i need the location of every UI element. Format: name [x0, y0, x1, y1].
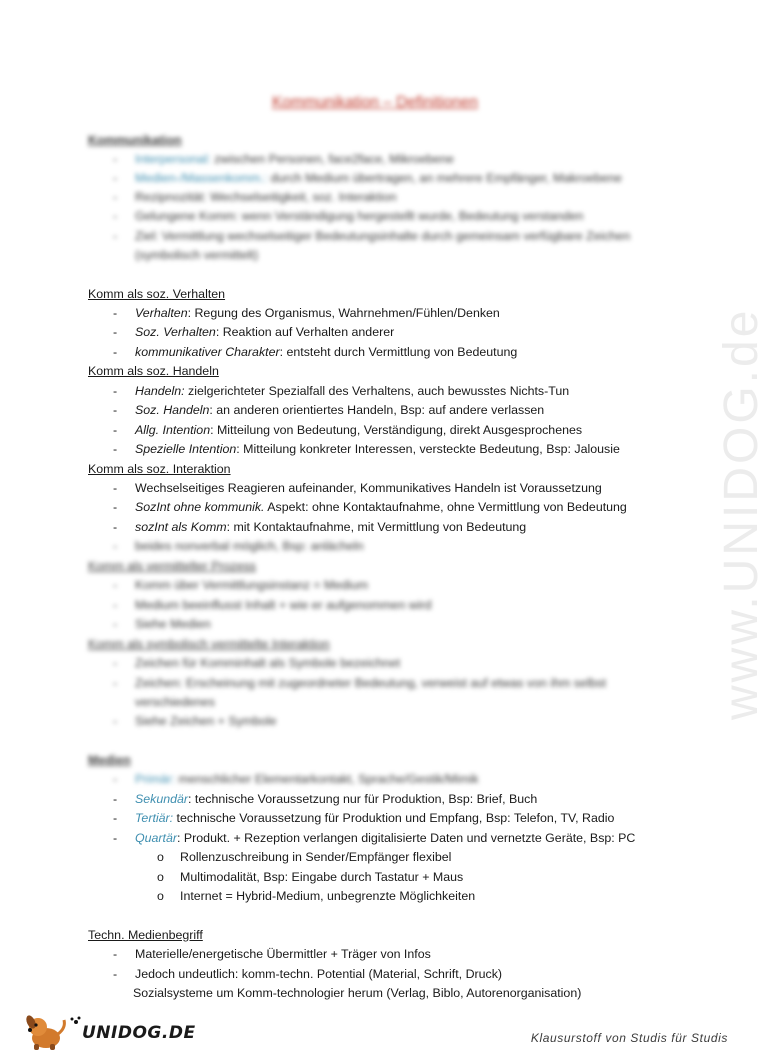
- section-heading-kommunikation: Kommunikation: [88, 133, 182, 147]
- unidog-logo: [24, 1014, 196, 1052]
- item-text: : technische Voraussetzung nur für Produktion, Bsp: Brief, Buch: [188, 792, 538, 806]
- item-continuation: verschiedenes: [135, 695, 215, 709]
- item-term: Soz. Handeln: [135, 403, 210, 417]
- item-text: : entsteht durch Vermittlung von Bedeutung: [279, 345, 518, 359]
- item-text: Materielle/energetische Übermittler + Träger von Infos: [135, 947, 431, 961]
- item-text: Internet = Hybrid-Medium, unbegrenzte Möglichkeiten: [180, 889, 476, 903]
- item-text: : mit Kontaktaufnahme, mit Vermittlung von Bedeutung: [226, 520, 527, 534]
- item-term: Quartär: [135, 831, 178, 845]
- section-heading-symbolisch: Komm als symbolisch vermittelte Interaktion: [88, 637, 330, 651]
- item-text: Siehe Zeichen + Symbole: [135, 714, 277, 728]
- page-title: Kommunikation – Definitionen: [272, 94, 478, 111]
- logo-text: UNIDOG.DE: [82, 1023, 196, 1043]
- item-text: zielgerichteter Spezialfall des Verhaltens, auch bewusstes Nichts-Tun: [184, 384, 570, 398]
- item-text: Multimodalität, Bsp: Eingabe durch Tastatur + Maus: [180, 870, 464, 884]
- item-term: SozInt ohne kommunik.: [135, 500, 265, 514]
- item-term: Soz. Verhalten: [135, 325, 216, 339]
- item-text: beides nonverbal möglich, Bsp: anlächeln: [135, 539, 364, 553]
- section-heading-techn: Techn. Medienbegriff: [88, 928, 203, 942]
- item-text: Siehe Medien: [135, 617, 211, 631]
- section-heading-interaktion: Komm als soz. Interaktion: [88, 462, 231, 476]
- item-term: Interpersonal:: [135, 152, 211, 166]
- item-text: : Reaktion auf Verhalten anderer: [215, 325, 395, 339]
- item-term: Spezielle Intention: [135, 442, 237, 456]
- item-text: Zeichen für Komminhalt als Symbole bezeichnet: [135, 656, 401, 670]
- item-text: Jedoch undeutlich: komm-techn. Potential (Material, Schrift, Druck): [135, 967, 503, 981]
- footer-tagline: Klausurstoff von Studis für Studis: [530, 1031, 728, 1045]
- document-page: www.UNIDOG.de Kommunikation – Definitionen Kommunikation - Interpersonal: zwischen Personen, face2face, Mikroebene - Medien-/Massenkomm.: durch Medium übertragen, an mehrere Empfänger, Makroebene - Rezipnozität: Wechselseitigkeit, soz. Interaktion - Gelungene Komm: wenn Verständigung hergestellt wurde, Bedeutung verstanden - Ziel: Vermittlung wechselseitiger Bedeutungsinhalte durch gemeinsam verfügbare Zeichen (symbolisch vermittelt) Komm als soz. Verhalten - Verhalten: Regung des Organismus, Wahrnehmen/Fühlen/Denken - Soz. Verhalten: Reaktion auf Verhalten anderer - kommunikativer Charakter: entsteht durch Vermittlung von Bedeutung Komm als soz. Handeln - Handeln: zielgerichteter Spezialfall des Verhaltens, auch bewusstes Nichts-Tun - Soz. Handeln: an anderen orientiertes Handeln, Bsp: auf andere verlassen - Allg. Intention: Mitteilung von Bedeutung, Verständigung, direkt Ausgesprochenes - Spezielle Intention: Mitteilung konkreter Interessen, versteckte Bedeutung, Bsp: Jalousie Komm als soz. Interaktion - Wechselseitiges Reagieren aufeinander, Kommunikatives Handeln ist Voraussetzung - SozInt ohne kommunik. Aspekt: ohne Kontaktaufnahme, ohne Vermittlung von Bedeutung - sozInt als Komm: mit Kontaktaufnahme, mit Vermittlung von Bedeutung - beides nonverbal möglich, Bsp: anlächeln Komm als vermittelter Prozess - Komm über Vermittlungsinstanz = Medium - Medium beeinflusst Inhalt + wie er aufgenommen wird - Siehe Medien Komm als symbolisch vermittelte Interaktion - Zeichen für Komminhalt als Symbole bezeichnet - Zeichen: Erscheinung mit zugeordneter Bedeutung, verweist auf etwas von ihm selbst verschiedenes - Siehe Zeichen + Symbole Medien - Primär: menschlicher Elementarkontakt, Sprache/Gestik/Mimik - Sekundär: technische Voraussetzung nur für Produktion, Bsp: Brief, Buch - Tertiär: technische Voraussetzung für Produktion und Empfang, Bsp: Telefon, TV, Radio - Quartär: Produkt. + Rezeption verlangen digitalisierte Daten und vernetzte Geräte, Bsp: PC o Rollenzuschreibung in Sender/Empfänger flexibel o Multimodalität, Bsp: Eingabe durch Tastatur + Maus o Internet = Hybrid-Medium, unbegrenzte Möglichkeiten Techn. Medienbegriff - Materielle/energetische Übermittler + Träger von Infos - Jedoch undeutlich: komm-techn. Potential (Material, Schrift, Druck) Sozialsysteme um Komm-technologier herum (Verlag, Biblo, Autorenorganisation) UNIDOG.DE Klausurstoff von Studis für Studis: [0, 0, 750, 1060]
- item-term: sozInt als Komm: [135, 520, 227, 534]
- dog-mascot-icon: [24, 1014, 82, 1052]
- item-text: technische Voraussetzung für Produktion und Empfang, Bsp: Telefon, TV, Radio: [173, 811, 615, 825]
- item-text: Aspekt: ohne Kontaktaufnahme, ohne Vermittlung von Bedeutung: [264, 500, 627, 514]
- item-term: Medien-/Massenkomm.:: [135, 171, 268, 185]
- item-text: : Produkt. + Rezeption verlangen digitalisierte Daten und vernetzte Geräte, Bsp: PC: [177, 831, 636, 845]
- item-text: Rezipnozität: Wechselseitigkeit, soz. Interaktion: [135, 190, 397, 204]
- item-text: menschlicher Elementarkontakt, Sprache/Gestik/Mimik: [174, 772, 479, 786]
- item-term: Handeln:: [135, 384, 185, 398]
- item-term: kommunikativer Charakter: [135, 345, 280, 359]
- item-text: Komm über Vermittlungsinstanz = Medium: [135, 578, 369, 592]
- item-continuation: Sozialsysteme um Komm-technologier herum (Verlag, Biblo, Autorenorganisation): [133, 986, 582, 1000]
- item-text: zwischen Personen, face2face, Mikroebene: [210, 152, 454, 166]
- item-term: Tertiär:: [135, 811, 174, 825]
- item-text: Ziel: Vermittlung wechselseitiger Bedeutungsinhalte durch gemeinsam verfügbare Zeichen: [135, 229, 631, 243]
- item-text: Gelungene Komm: wenn Verständigung hergestellt wurde, Bedeutung verstanden: [135, 209, 584, 223]
- item-text: Rollenzuschreibung in Sender/Empfänger flexibel: [180, 850, 452, 864]
- section-heading-medien: Medien: [88, 753, 131, 767]
- item-term: Allg. Intention: [135, 423, 211, 437]
- item-text: : Mitteilung konkreter Interessen, versteckte Bedeutung, Bsp: Jalousie: [236, 442, 620, 456]
- section-heading-handeln: Komm als soz. Handeln: [88, 364, 219, 378]
- item-term: Primär:: [135, 772, 175, 786]
- item-term: Verhalten: [135, 306, 188, 320]
- section-heading-prozess: Komm als vermittelter Prozess: [88, 559, 256, 573]
- item-text: Medium beeinflusst Inhalt + wie er aufgenommen wird: [135, 598, 432, 612]
- section-heading-verhalten: Komm als soz. Verhalten: [88, 287, 226, 301]
- item-text: : Regung des Organismus, Wahrnehmen/Fühlen/Denken: [187, 306, 500, 320]
- item-text: Zeichen: Erscheinung mit zugeordneter Bedeutung, verweist auf etwas von ihm selbst: [135, 676, 607, 690]
- item-text: : an anderen orientiertes Handeln, Bsp: auf andere verlassen: [209, 403, 545, 417]
- watermark: www.UNIDOG.de: [715, 307, 768, 720]
- item-text: : Mitteilung von Bedeutung, Verständigung, direkt Ausgesprochenes: [210, 423, 583, 437]
- item-term: Sekundär: [135, 792, 189, 806]
- item-continuation: (symbolisch vermittelt): [135, 248, 259, 262]
- item-text: Wechselseitiges Reagieren aufeinander, Kommunikatives Handeln ist Voraussetzung: [135, 481, 602, 495]
- item-text: durch Medium übertragen, an mehrere Empfänger, Makroebene: [267, 171, 622, 185]
